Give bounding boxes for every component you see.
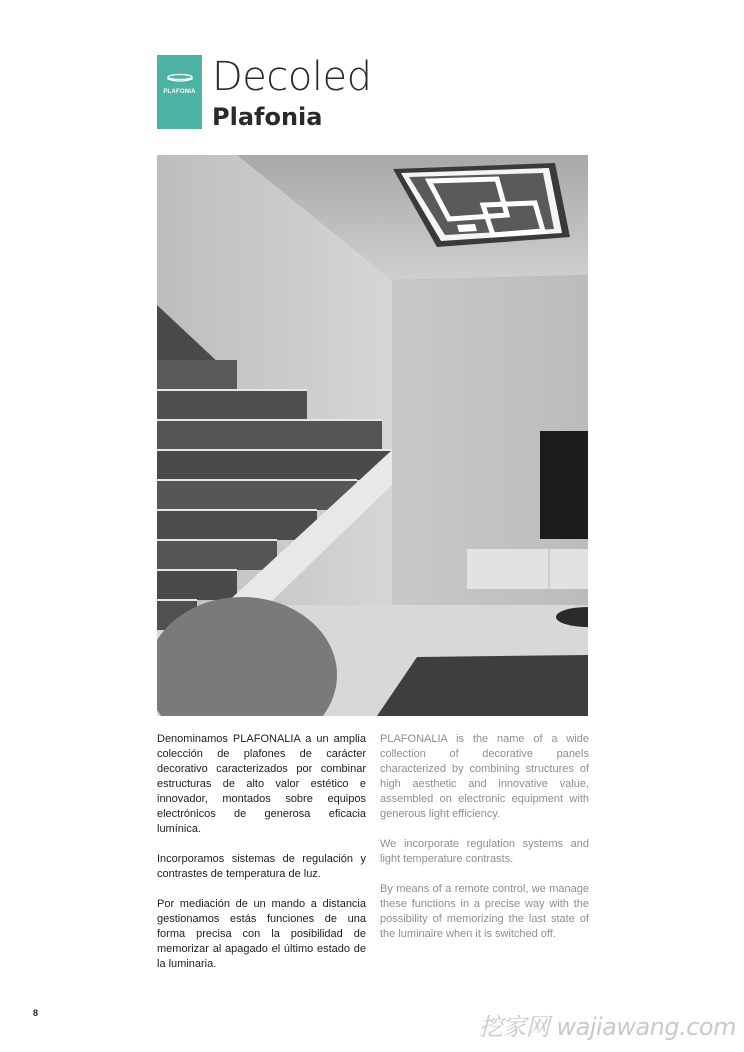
paragraph-en-3: By means of a remote control, we manage these functions in a precise way with the possibility of memorizing the last state of the luminaire when it is switched off. xyxy=(380,883,589,940)
logo-label: PLAFONIA xyxy=(163,89,196,95)
page-number: 8 xyxy=(33,1008,39,1018)
television xyxy=(540,431,588,539)
paragraph-en-2: We incorporate regulation systems and light temperature contrasts. xyxy=(380,838,589,865)
brand-title: Decoled xyxy=(212,54,372,100)
header-titles xyxy=(212,52,372,132)
paragraph-es-3: Por mediación de un mando a distancia gestionamos estás funciones de una forma precisa con la posibilidad de memorizar al apagado el último estado de la luminaria. xyxy=(157,898,366,970)
english-text-column xyxy=(380,732,589,957)
spanish-text-column xyxy=(157,732,366,987)
paragraph-es-2: Incorporamos sistemas de regulación y contrastes de temperatura de luz. xyxy=(157,853,366,880)
watermark: 挖家网 wajiawang.com xyxy=(478,1013,736,1041)
product-subtitle: Plafonia xyxy=(212,103,323,131)
paragraph-es-1: Denominamos PLAFONALIA a un amplia colección de plafones de carácter decorativo caracterizados por combinar estructuras de alto valor estético e innovador, montados sobre equipos electrónicos de generosa eficacia lumínica. xyxy=(157,733,366,835)
tv-cabinet xyxy=(467,549,588,589)
ceiling-lamp-icon xyxy=(166,73,194,83)
interior-photo xyxy=(157,155,588,716)
plafonia-logo-badge xyxy=(157,55,202,129)
paragraph-en-1: PLAFONALIA is the name of a wide collection of decorative panels characterized by combining structures of high aesthetic and innovative value, assembled on electronic equipment with generous light efficiency. xyxy=(380,733,589,820)
